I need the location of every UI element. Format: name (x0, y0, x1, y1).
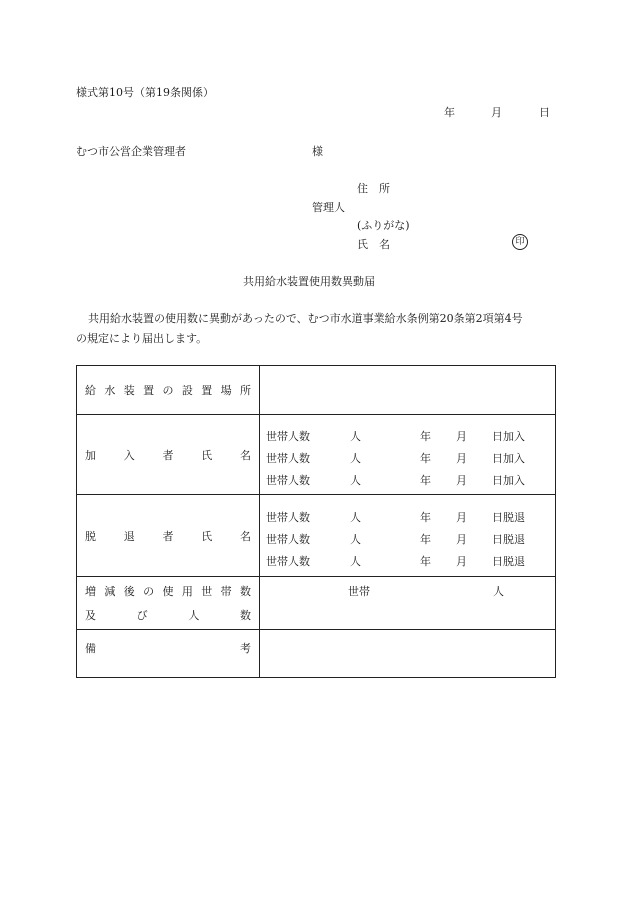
join-entry-row-households: 世帯人数 (266, 430, 310, 443)
label-char: 所 (240, 384, 251, 397)
label-char: 帯 (220, 585, 232, 598)
label-char: 加 (85, 448, 96, 462)
label-char: 脱 (85, 529, 96, 543)
withdraw-entry-row-year: 年 (420, 511, 431, 524)
furigana-label: (ふりがな) (357, 219, 410, 232)
withdraw-entry-row[interactable] (260, 528, 555, 550)
addressee: むつ市公営企業管理者 (76, 145, 186, 158)
label-char: 及 (85, 609, 96, 622)
label-char: 設 (181, 384, 193, 397)
label-char: 世 (201, 585, 213, 598)
withdraw-entry-row[interactable] (260, 506, 555, 528)
join-entry-row[interactable] (260, 447, 555, 469)
location-label (77, 366, 260, 415)
label-char: 給 (85, 384, 96, 397)
withdraw-entry-row-day-action: 日脱退 (492, 555, 525, 568)
body-text-line1: 共用給水装置の使用数に異動があったので、むつ市水道事業給水条例第20条第2項第4号 (88, 312, 523, 325)
after-count-row (77, 577, 556, 630)
withdraw-entry-row-persons: 人 (350, 511, 361, 524)
join-entry-row-day-action: 日加入 (492, 430, 525, 443)
label-char: の (143, 585, 155, 598)
label-char: 使 (162, 585, 174, 598)
label-char: 者 (162, 529, 174, 543)
join-entry-row-month: 月 (456, 430, 467, 443)
date-day-label: 日 (539, 106, 550, 119)
form-number: 様式第10号（第19条関係） (76, 86, 214, 99)
withdraw-row (77, 495, 556, 577)
location-input-cell[interactable] (260, 366, 556, 415)
address-label: 住 所 (357, 182, 390, 195)
join-entry-row-households: 世帯人数 (266, 474, 310, 487)
withdraw-entry-row-persons: 人 (350, 533, 361, 546)
join-label (77, 415, 260, 495)
label-char: 用 (181, 585, 193, 598)
after-households-label: 世帯 (348, 585, 370, 598)
label-char: 数 (239, 609, 251, 622)
document-title: 共用給水装置使用数異動届 (243, 275, 375, 288)
withdraw-entry-row-households: 世帯人数 (266, 533, 310, 546)
join-entry-row-year: 年 (420, 430, 431, 443)
withdraw-entries[interactable] (260, 495, 556, 577)
withdraw-entry-row-month: 月 (456, 533, 467, 546)
label-char: 水 (104, 384, 116, 397)
label-char: 退 (123, 529, 135, 543)
label-char: 増 (85, 585, 96, 598)
join-entry-row-day-action: 日加入 (492, 452, 525, 465)
withdraw-entry-row-month: 月 (456, 511, 467, 524)
label-char: 備 (85, 641, 96, 655)
join-entry-row-persons: 人 (350, 452, 361, 465)
withdraw-label (77, 495, 260, 577)
after-count-label (77, 577, 260, 630)
label-char: 氏 (201, 529, 213, 543)
label-char: 考 (240, 641, 251, 655)
label-char: 入 (123, 448, 135, 462)
label-char: 名 (240, 448, 251, 462)
withdraw-entry-row-day-action: 日脱退 (492, 511, 525, 524)
label-char: 数 (240, 585, 251, 598)
remarks-input-cell[interactable] (260, 630, 556, 678)
withdraw-entry-row-households: 世帯人数 (266, 555, 310, 568)
label-char: 者 (162, 448, 174, 462)
join-entry-row[interactable] (260, 469, 555, 491)
label-char: 氏 (201, 448, 213, 462)
label-char: の (162, 384, 174, 397)
label-char: 置 (201, 384, 213, 397)
honorific: 様 (312, 145, 323, 158)
label-char: 装 (123, 384, 135, 397)
join-entry-row-year: 年 (420, 452, 431, 465)
join-entries[interactable] (260, 415, 556, 495)
join-entry-row-month: 月 (456, 452, 467, 465)
date-year-label: 年 (444, 106, 455, 119)
label-char: び (136, 609, 148, 622)
withdraw-entry-row-persons: 人 (350, 555, 361, 568)
remarks-label (77, 630, 260, 678)
label-char: 減 (104, 585, 116, 598)
seal-mark: 印 (512, 234, 528, 250)
label-char: 場 (220, 384, 232, 397)
join-entry-row-year: 年 (420, 474, 431, 487)
name-label: 氏 名 (357, 238, 390, 251)
label-char: 人 (188, 609, 200, 622)
label-char: 名 (240, 529, 251, 543)
join-entry-row[interactable] (260, 425, 555, 447)
withdraw-entry-row-households: 世帯人数 (266, 511, 310, 524)
join-entry-row-month: 月 (456, 474, 467, 487)
withdraw-entry-row[interactable] (260, 550, 555, 572)
withdraw-entry-row-year: 年 (420, 555, 431, 568)
withdraw-entry-row-year: 年 (420, 533, 431, 546)
remarks-row (77, 630, 556, 678)
join-entry-row-persons: 人 (350, 474, 361, 487)
label-char: 置 (143, 384, 155, 397)
join-entry-row-persons: 人 (350, 430, 361, 443)
form-table (76, 365, 556, 678)
location-row (77, 366, 556, 415)
date-month-label: 月 (491, 106, 502, 119)
withdraw-entry-row-day-action: 日脱退 (492, 533, 525, 546)
join-entry-row-day-action: 日加入 (492, 474, 525, 487)
join-row (77, 415, 556, 495)
label-char: 後 (123, 585, 135, 598)
role-label: 管理人 (312, 201, 345, 214)
after-persons-label: 人 (493, 585, 504, 598)
withdraw-entry-row-month: 月 (456, 555, 467, 568)
after-count-entry[interactable] (260, 577, 556, 630)
body-text-line2: の規定により届出します。 (76, 332, 208, 345)
join-entry-row-households: 世帯人数 (266, 452, 310, 465)
